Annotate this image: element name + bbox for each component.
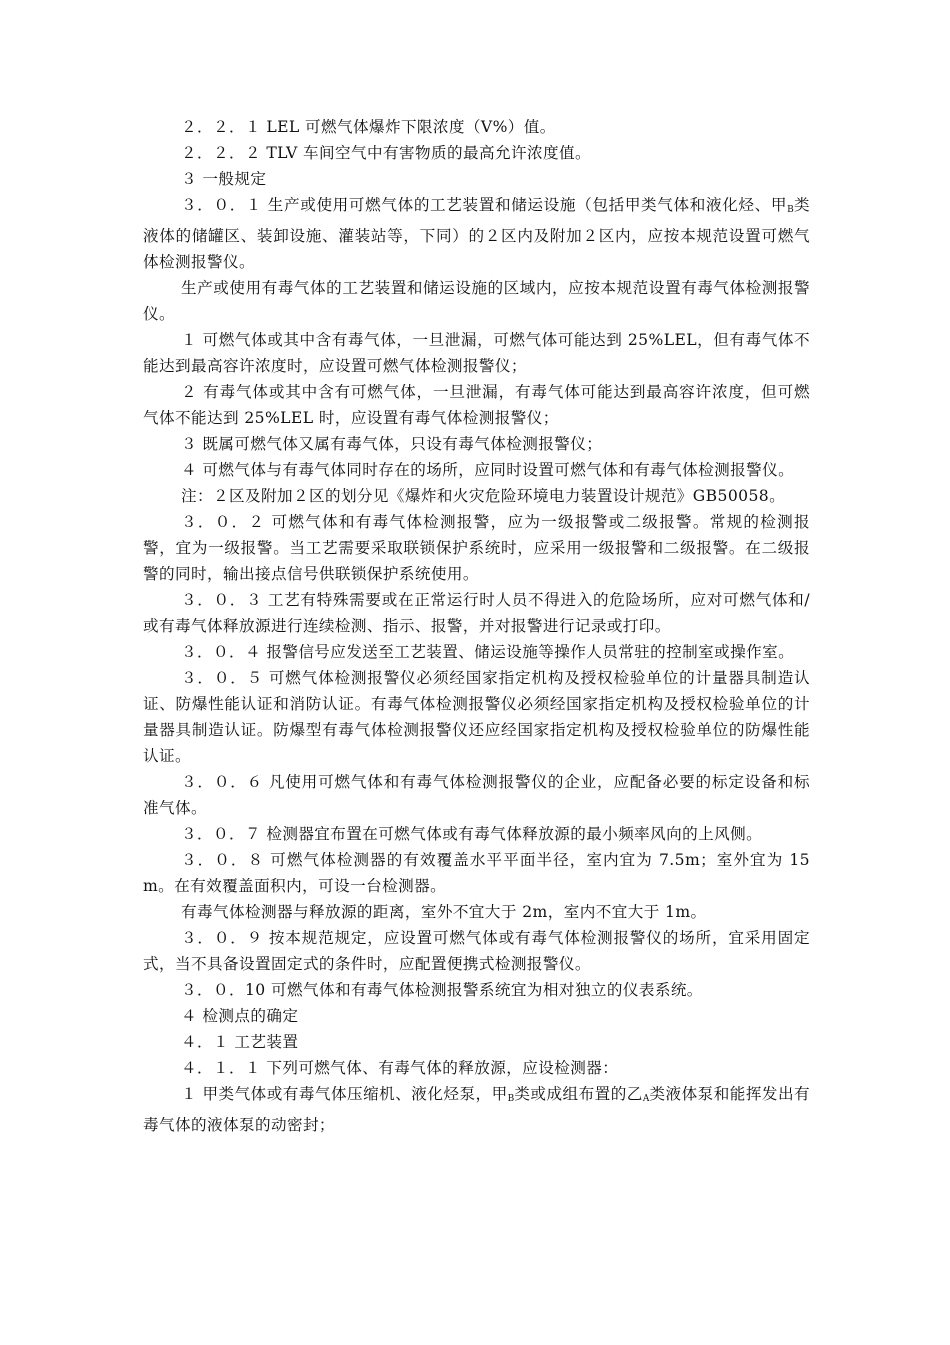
paragraph-text: ３．０．８ 可燃气体检测器的有效覆盖水平平面半径，室内宜为 7.5m；室外宜为 15m。在有效覆盖面积内，可设一台检测器。: [143, 851, 810, 895]
paragraph-text: 类液体的储罐区、装卸设施、灌装站等，下同）的２区内及附加２区内，应按本规范设置可燃气体检测报警仪。: [143, 196, 810, 271]
paragraph: [143, 431, 810, 457]
paragraph: [143, 925, 810, 977]
paragraph: [143, 769, 810, 821]
paragraph-text: １ 可燃气体或其中含有毒气体，一旦泄漏，可燃气体可能达到 25%LEL，但有毒气体不能达到最高容许浓度时，应设置可燃气体检测报警仪；: [143, 331, 810, 375]
subscript: B: [787, 205, 794, 215]
paragraph-text: 生产或使用有毒气体的工艺装置和储运设施的区域内，应按本规范设置有毒气体检测报警仪。: [143, 279, 810, 323]
paragraph-text: ４ 可燃气体与有毒气体同时存在的场所，应同时设置可燃气体和有毒气体检测报警仪。: [181, 461, 795, 479]
paragraph: [143, 899, 810, 925]
paragraph: [143, 275, 810, 327]
paragraph-text: ３．０．９ 按本规范规定，应设置可燃气体或有毒气体检测报警仪的场所，宜采用固定式，当不具备设置固定式的条件时，应配置便携式检测报警仪。: [143, 929, 810, 973]
paragraph-text: １ 甲类气体或有毒气体压缩机、液化烃泵，甲: [181, 1085, 508, 1103]
paragraph-text: ３．０．10 可燃气体和有毒气体检测报警系统宜为相对独立的仪表系统。: [181, 981, 703, 999]
paragraph-text: ３．０．７ 检测器宜布置在可燃气体或有毒气体释放源的最小频率风向的上风侧。: [181, 825, 763, 843]
paragraph: [143, 1029, 810, 1055]
paragraph: [143, 327, 810, 379]
subscript: B: [507, 1094, 515, 1104]
paragraph-text: ３ 既属可燃气体又属有毒气体，只设有毒气体检测报警仪；: [181, 435, 603, 453]
paragraph-text: ３．０．４ 报警信号应发送至工艺装置、储运设施等操作人员常驻的控制室或操作室。: [181, 643, 795, 661]
paragraph-text: ３．０．３ 工艺有特殊需要或在正常运行时人员不得进入的危险场所，应对可燃气体和/或有毒气体释放源进行连续检测、指示、报警，并对报警进行记录或打印。: [143, 591, 810, 635]
paragraph: [143, 114, 810, 140]
paragraph-text: ４．１ 工艺装置: [181, 1033, 299, 1051]
paragraph-text: ３．０．６ 凡使用可燃气体和有毒气体检测报警仪的企业，应配备必要的标定设备和标准气体。: [143, 773, 810, 817]
paragraph: [143, 821, 810, 847]
paragraph-text: ４ 检测点的确定: [181, 1007, 299, 1025]
paragraph-text: 有毒气体检测器与释放源的距离，室外不宜大于 2m，室内不宜大于 1m。: [181, 903, 707, 921]
paragraph-text: ３ 一般规定: [181, 170, 267, 188]
paragraph: [143, 192, 810, 275]
paragraph: [143, 665, 810, 769]
paragraph: [143, 457, 810, 483]
paragraph-text: 类或成组布置的乙: [514, 1085, 643, 1103]
paragraph: [143, 509, 810, 587]
paragraph: [143, 587, 810, 639]
paragraph: [143, 977, 810, 1003]
paragraph-text: 注：２区及附加２区的划分见《爆炸和火灾危险环境电力装置设计规范》GB50058。: [181, 487, 786, 505]
paragraph-text: ３．０．５ 可燃气体检测报警仪必须经国家指定机构及授权检验单位的计量器具制造认证、防爆性能认证和消防认证。有毒气体检测报警仪必须经国家指定机构及授权检验单位的计量器具制造认证。防爆型有毒气体检测报警仪还应经国家指定机构及授权检验单位的防爆性能认证。: [143, 669, 810, 765]
paragraph: [143, 379, 810, 431]
paragraph-text: ３．０．１ 生产或使用可燃气体的工艺装置和储运设施（包括甲类气体和液化烃、甲: [181, 196, 788, 214]
paragraph-text: ２ 有毒气体或其中含有可燃气体，一旦泄漏，有毒气体可能达到最高容许浓度，但可燃气体不能达到 25%LEL 时，应设置有毒气体检测报警仪；: [143, 383, 810, 427]
subscript: A: [642, 1094, 650, 1104]
paragraph-text: ２．２．２ TLV 车间空气中有害物质的最高允许浓度值。: [181, 144, 591, 162]
paragraph-text: ３．０．２ 可燃气体和有毒气体检测报警，应为一级报警或二级报警。常规的检测报警，宜为一级报警。当工艺需要采取联锁保护系统时，应采用一级报警和二级报警。在二级报警的同时，输出接点信号供联锁保护系统使用。: [143, 513, 810, 583]
paragraph-text: 类液体泵和能挥发出有毒气体的液体泵的动密封；: [143, 1085, 810, 1134]
paragraph-text: ４．１．１ 下列可燃气体、有毒气体的释放源，应设检测器：: [181, 1059, 619, 1077]
paragraph: [143, 140, 810, 166]
paragraph-text: ２．２．１ LEL 可燃气体爆炸下限浓度（V%）值。: [181, 118, 556, 136]
paragraph: [143, 1003, 810, 1029]
paragraph: [143, 639, 810, 665]
paragraph: [143, 847, 810, 899]
paragraph: [143, 1055, 810, 1081]
paragraph: [143, 483, 810, 509]
paragraph: [143, 166, 810, 192]
document-page: [143, 114, 810, 1138]
paragraph: [143, 1081, 810, 1138]
